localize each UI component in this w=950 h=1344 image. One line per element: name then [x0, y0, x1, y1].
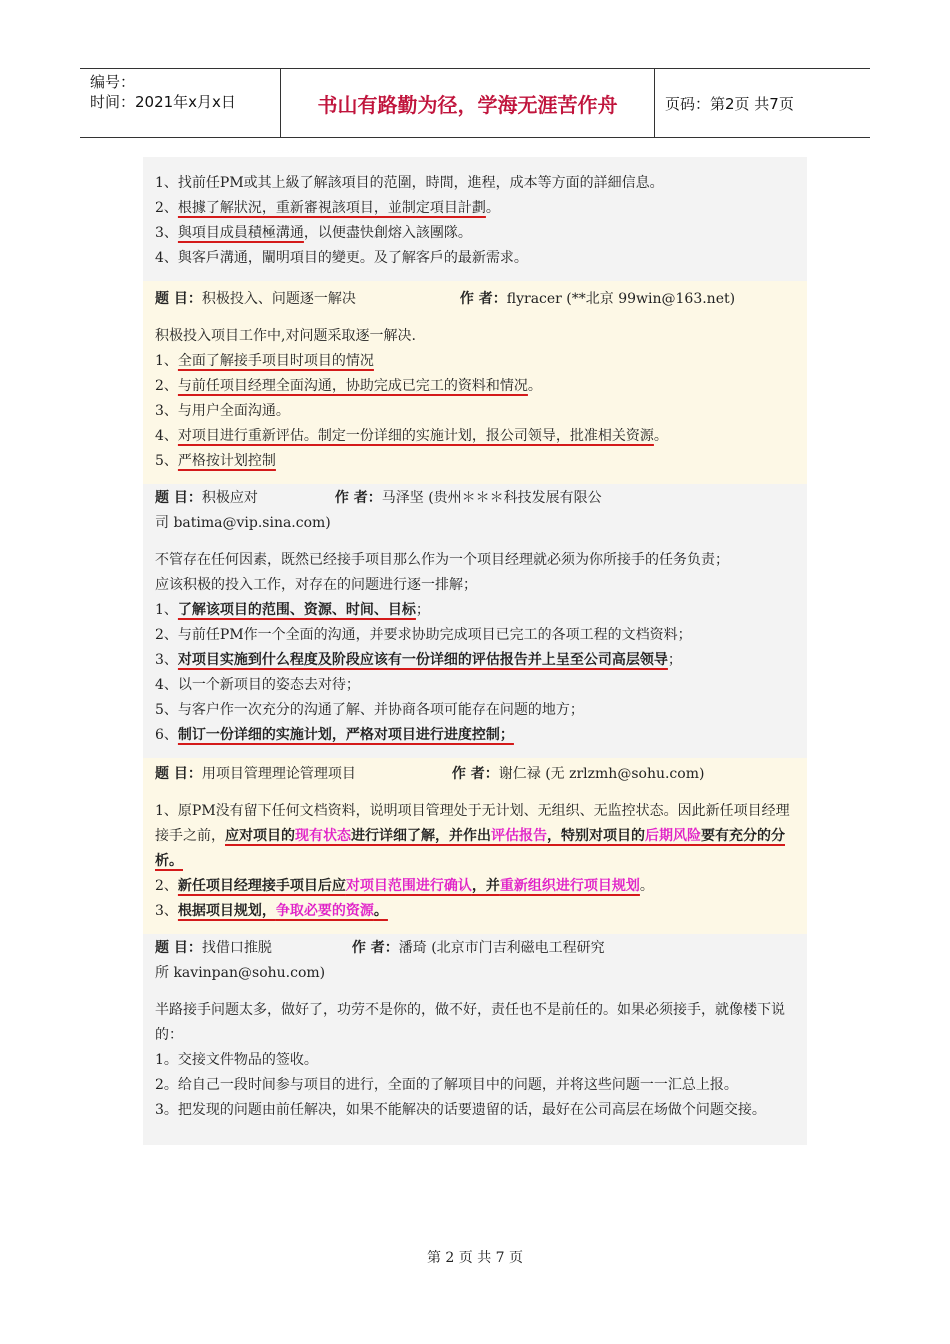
list-item: 1、了解该项目的范围、资源、时间、目标； [155, 602, 430, 618]
subject: 积极投入、问题逐一解决 [201, 291, 356, 307]
reply-block-1 [143, 281, 807, 484]
list-item: 6、制订一份详细的实施计划，严格对项目进行进度控制； [155, 727, 514, 743]
reply-block-0 [143, 157, 807, 281]
paragraph: 应该积极的投入工作，对存在的问题进行逐一排解； [155, 577, 477, 593]
date-label: 时间：2021年x月x日 [90, 93, 236, 111]
article-content [143, 157, 807, 1145]
reply-block-2 [143, 484, 807, 758]
header-meta [80, 69, 281, 137]
author: 谢仁禄 (无 zrlzmh@sohu.com) [498, 766, 705, 782]
reply-title-line [155, 287, 795, 312]
list-item: 3、與項目成員積極溝通，以便盡快創熔入該團隊。 [155, 225, 472, 241]
author-label: 作 者： [459, 291, 507, 307]
reply-title-line [155, 936, 795, 961]
author-label: 作 者： [334, 490, 382, 506]
paragraph: 1、原PM没有留下任何文档资料，说明项目管理处于无计划、无组织、无监控状态。因此新任项目经理接手之前，应对项目的现有状态进行详细了解，并作出评估报告，特别对项目的后期风险要有充分的分析。 [155, 803, 790, 869]
list-item: 4、对项目进行重新评估。制定一份详细的实施计划，报公司领导，批准相关资源。 [155, 428, 668, 444]
list-item: 1、找前任PM或其上級了解該項目的范圍，時間，進程，成本等方面的詳細信息。 [155, 175, 664, 191]
subject: 找借口推脱 [201, 940, 272, 956]
list-item: 4、以一个新项目的姿态去对待； [155, 677, 360, 693]
list-item: 5、与客户作一次充分的沟通了解、并协商各项可能存在问题的地方； [155, 702, 584, 718]
page-header [80, 68, 870, 138]
list-item: 2。给自己一段时间参与项目的进行，全面的了解项目中的问题，并将这些问题一一汇总上报。 [155, 1077, 738, 1093]
author-label: 作 者： [351, 940, 399, 956]
subject-label: 题 目： [155, 766, 202, 782]
list-item: 3、与用户全面沟通。 [155, 403, 290, 419]
reply-block-3 [143, 758, 807, 934]
list-item: 2、与前任项目经理全面沟通，协助完成已完工的资料和情况。 [155, 378, 542, 394]
intro-text: 积极投入项目工作中,对问题采取逐一解决. [155, 328, 416, 344]
paragraph: 不管存在任何因素，既然已经接手项目那么作为一个项目经理就必须为你所接手的任务负责； [155, 552, 729, 568]
subject-label: 题 目： [155, 291, 202, 307]
author: flyracer (**北京 99win@163.net) [506, 291, 736, 307]
reply-title-line [155, 762, 795, 787]
reply-title-line [155, 486, 795, 511]
number-label: 编号： [90, 73, 136, 91]
list-item: 4、與客戶溝通，闡明項目的變更。及了解客戶的最新需求。 [155, 250, 528, 266]
subject-label: 题 目： [155, 490, 202, 506]
author-label: 作 者： [451, 766, 499, 782]
author: 马泽坚 (贵州＊＊＊科技发展有限公 [381, 490, 602, 506]
list-item: 1。交接文件物品的签收。 [155, 1052, 318, 1068]
page-footer: 第 2 页 共 7 页 [426, 1250, 524, 1266]
list-item: 2、根據了解狀況，重新審視該項目，並制定項目計劃。 [155, 200, 500, 216]
author-continued: 司 batima@vip.sina.com) [155, 515, 331, 531]
list-item: 2、新任项目经理接手项目后应对项目范围进行确认，并重新组织进行项目规划。 [155, 878, 654, 894]
subject: 积极应对 [201, 490, 258, 506]
author: 潘琦 (北京市门吉利磁电工程研究 [398, 940, 605, 956]
list-item: 1、全面了解接手项目时项目的情况 [155, 353, 374, 369]
list-item: 3。把发现的问题由前任解决，如果不能解决的话要遗留的话，最好在公司高层在场做个问题交接。 [155, 1102, 766, 1118]
subject: 用项目管理理论管理项目 [201, 766, 356, 782]
header-motto: 书山有路勤为径，学海无涯苦作舟 [281, 69, 655, 137]
reply-block-4 [143, 934, 807, 1145]
list-item: 3、根据项目规划，争取必要的资源。 [155, 903, 388, 919]
list-item: 3、对项目实施到什么程度及阶段应该有一份详细的评估报告并上呈至公司高层领导； [155, 652, 682, 668]
subject-label: 题 目： [155, 940, 202, 956]
list-item: 5、严格按计划控制 [155, 453, 276, 469]
paragraph: 半路接手问题太多，做好了，功劳不是你的，做不好，责任也不是前任的。如果必须接手，就像楼下说的： [155, 1002, 785, 1043]
list-item: 2、与前任PM作一个全面的沟通，并要求协助完成项目已完工的各项工程的文档资料； [155, 627, 692, 643]
header-page-info: 页码：第2页 共7页 [665, 94, 794, 113]
author-continued: 所 kavinpan@sohu.com) [155, 965, 326, 981]
